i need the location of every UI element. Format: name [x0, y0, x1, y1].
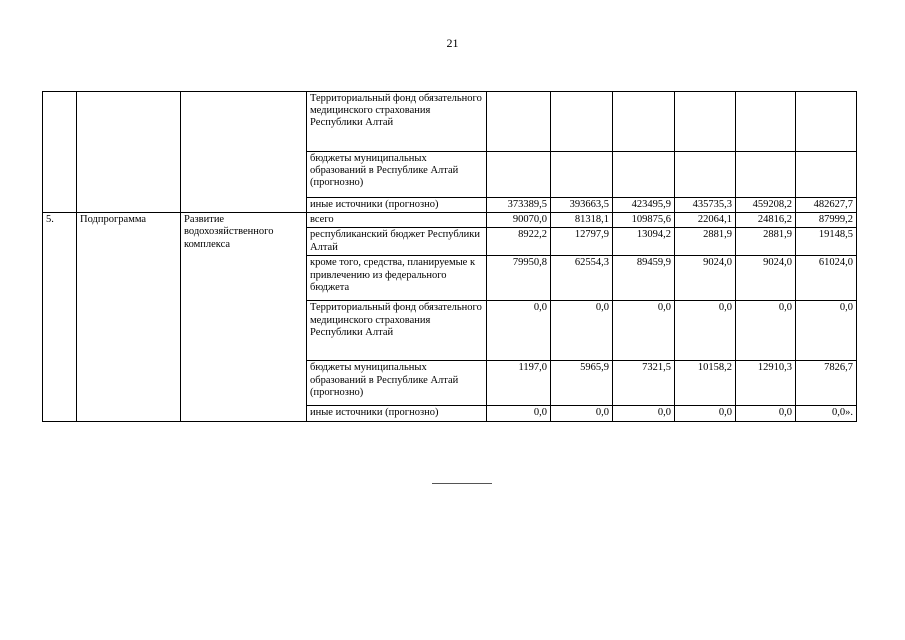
value-cell: 0,0	[551, 406, 613, 421]
table-row	[43, 213, 857, 228]
value-cell	[487, 152, 551, 198]
end-divider	[432, 483, 492, 484]
funding-source: республиканский бюджет Республики Алтай	[307, 228, 487, 256]
value-cell: 9024,0	[736, 256, 796, 301]
value-cell: 2881,9	[675, 228, 736, 256]
page-number: 21	[446, 36, 459, 50]
value-cell: 89459,9	[613, 256, 675, 301]
row-number: 5.	[43, 213, 77, 421]
empty-type-cell	[77, 92, 181, 213]
value-cell: 5965,9	[551, 361, 613, 406]
funding-source: иные источники (прогнозно)	[307, 406, 487, 421]
value-cell	[551, 92, 613, 152]
table-row	[43, 92, 857, 152]
value-cell: 0,0	[736, 406, 796, 421]
value-cell: 61024,0	[796, 256, 857, 301]
value-cell: 87999,2	[796, 213, 857, 228]
funding-source: кроме того, средства, планируемые к привлечению из федерального бюджета	[307, 256, 487, 301]
value-cell: 19148,5	[796, 228, 857, 256]
value-cell: 81318,1	[551, 213, 613, 228]
value-cell: 7321,5	[613, 361, 675, 406]
value-cell: 0,0	[675, 406, 736, 421]
value-cell: 1197,0	[487, 361, 551, 406]
value-cell: 435735,3	[675, 198, 736, 213]
value-cell: 8922,2	[487, 228, 551, 256]
value-cell: 2881,9	[736, 228, 796, 256]
value-cell: 12910,3	[736, 361, 796, 406]
funding-source: Территориальный фонд обязательного медицинского страхования Республики Алтай	[307, 92, 487, 152]
value-cell	[675, 152, 736, 198]
value-cell: 10158,2	[675, 361, 736, 406]
value-cell: 22064,1	[675, 213, 736, 228]
program-name: Развитие водохозяйственного комплекса	[181, 213, 307, 421]
funding-source: иные источники (прогнозно)	[307, 198, 487, 213]
funding-source: всего	[307, 213, 487, 228]
value-cell	[675, 92, 736, 152]
value-cell: 0,0	[675, 301, 736, 361]
value-cell	[796, 92, 857, 152]
value-cell	[551, 152, 613, 198]
program-type: Подпрограмма	[77, 213, 181, 421]
value-cell	[613, 152, 675, 198]
value-cell: 373389,5	[487, 198, 551, 213]
value-cell: 12797,9	[551, 228, 613, 256]
value-cell: 0,0	[796, 301, 857, 361]
empty-num-cell	[43, 92, 77, 213]
value-cell	[613, 92, 675, 152]
value-cell: 0,0	[613, 406, 675, 421]
value-cell: 0,0	[613, 301, 675, 361]
value-cell: 109875,6	[613, 213, 675, 228]
value-cell	[796, 152, 857, 198]
funding-source: бюджеты муниципальных образований в Республике Алтай (прогнозно)	[307, 152, 487, 198]
empty-name-cell	[181, 92, 307, 213]
value-cell: 393663,5	[551, 198, 613, 213]
value-cell: 423495,9	[613, 198, 675, 213]
value-cell: 24816,2	[736, 213, 796, 228]
funding-source: Территориальный фонд обязательного медицинского страхования Республики Алтай	[307, 301, 487, 361]
value-cell	[487, 92, 551, 152]
value-cell: 0,0».	[796, 406, 857, 421]
value-cell: 482627,7	[796, 198, 857, 213]
funding-source: бюджеты муниципальных образований в Республике Алтай (прогнозно)	[307, 361, 487, 406]
value-cell: 459208,2	[736, 198, 796, 213]
value-cell: 0,0	[487, 406, 551, 421]
value-cell: 9024,0	[675, 256, 736, 301]
value-cell: 0,0	[736, 301, 796, 361]
value-cell: 7826,7	[796, 361, 857, 406]
value-cell	[736, 92, 796, 152]
value-cell: 90070,0	[487, 213, 551, 228]
value-cell: 0,0	[551, 301, 613, 361]
value-cell: 0,0	[487, 301, 551, 361]
value-cell: 13094,2	[613, 228, 675, 256]
value-cell	[736, 152, 796, 198]
value-cell: 79950,8	[487, 256, 551, 301]
value-cell: 62554,3	[551, 256, 613, 301]
budget-table	[42, 91, 857, 422]
